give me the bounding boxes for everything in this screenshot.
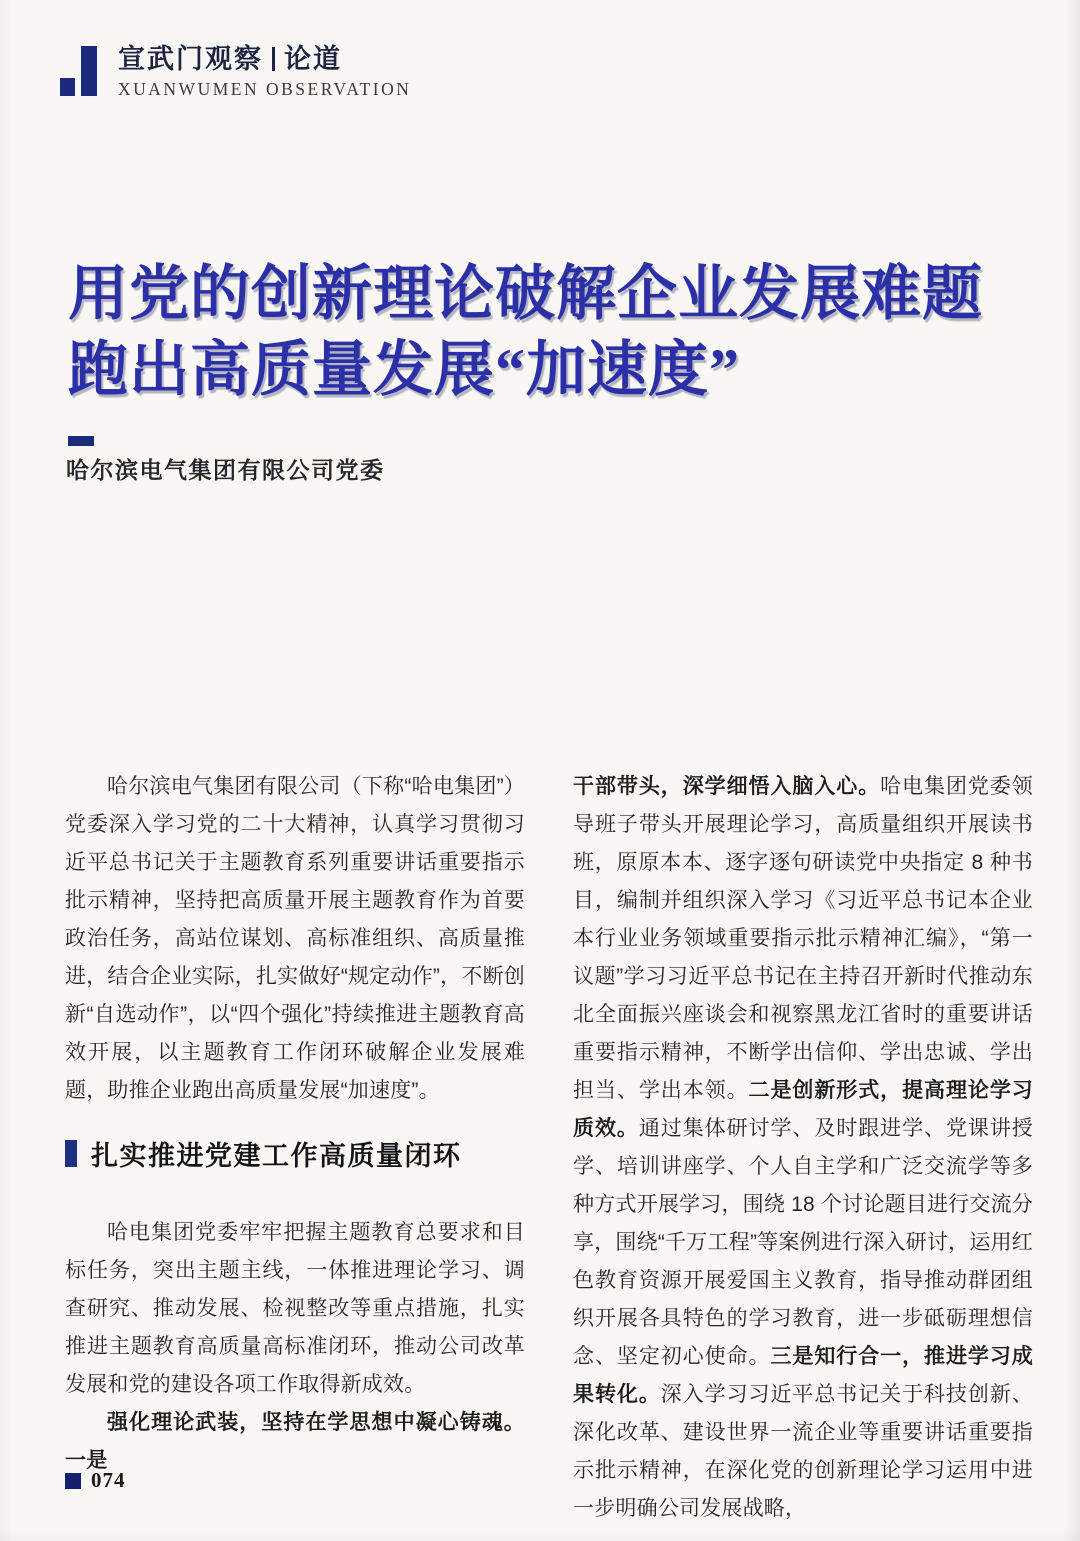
brand-logo-icon — [60, 44, 98, 98]
right-column — [573, 768, 1033, 1528]
brand-name-cn: 宣武门观察 — [118, 44, 263, 74]
body-paragraph — [65, 1214, 525, 1404]
text-segment: 哈电集团党委牢牢把握主题教育总要求和目标任务，突出主题主线，一体推进理论学习、调查研究、推动发展、检视整改等重点措施，扎实推进主题教育高质量高标准闭环，推动公司改革发展和党的建设各项工作取得新成效。 — [65, 1221, 525, 1396]
heading-marker-icon — [65, 1140, 77, 1167]
bold-text-segment: 干部带头，深学细悟入脑入心。 — [573, 775, 881, 798]
left-rest-paragraphs — [65, 1214, 525, 1480]
page-footer — [65, 1468, 126, 1493]
bold-text-segment: 强化理论武装，坚持在学思想中凝心铸魂。一是 — [65, 1411, 525, 1472]
bold-text-segment: 三是知行合一，推进学习成果转化。 — [573, 1345, 1033, 1406]
brand-text — [118, 44, 411, 100]
body-paragraph — [65, 768, 525, 1110]
article-body — [65, 768, 1033, 1528]
brand-name-en: XUANWUMEN OBSERVATION — [118, 79, 412, 99]
article-title — [68, 256, 1028, 408]
body-paragraph — [65, 1404, 525, 1480]
header-brand — [60, 44, 411, 100]
left-column — [65, 768, 525, 1528]
author-byline: 哈尔滨电气集团有限公司党委 — [66, 457, 385, 483]
brand-chinese-row — [118, 44, 411, 74]
text-segment: 深入学习习近平总书记关于科技创新、深化改革、建设世界一流企业等重要讲话重要指示批示精神，在深化党的创新理论学习运用中进一步明确公司发展战略， — [573, 1383, 1033, 1520]
body-paragraph — [573, 768, 1033, 1528]
article-title-line2: 跑出高质量发展“加速度” — [68, 337, 740, 403]
text-segment: 哈电集团党委领导班子带头开展理论学习，高质量组织开展读书班，原原本本、逐字逐句研读党中央指定 8 种书目，编制并组织深入学习《习近平总书记本企业本行业业务领域重要指示批示精神汇编》，“第一议题”学习习近平总书记在主持召开新时代推动东北全面振兴座谈会和视察黑龙江省时的重要讲话重要指示精神，不断学出信仰、学出忠诚、学出担当、学出本领。 — [573, 775, 1033, 1102]
right-paragraphs — [573, 768, 1033, 1528]
author-dash — [68, 436, 94, 446]
brand-divider — [272, 47, 275, 71]
section-heading-text: 扎实推进党建工作高质量闭环 — [91, 1140, 462, 1171]
text-segment: 通过集体研讨学、及时跟进学、党课讲授学、培训讲座学、个人自主学和广泛交流学等多种方式开展学习，围绕 18 个讨论题目进行交流分享，围绕“千万工程”等案例进行深入研讨，运用红色教育资源开展爱国主义教育，指导推动群团组织开展各具特色的学习教育，进一步砥砺理想信念、坚定初心使命。 — [573, 1117, 1033, 1368]
page-number: 074 — [91, 1468, 126, 1492]
logo-square — [60, 78, 75, 96]
brand-section-cn: 论道 — [284, 44, 342, 74]
bold-text-segment: 二是创新形式，提高理论学习质效。 — [573, 1079, 1033, 1140]
logo-bar — [81, 46, 97, 96]
left-intro-paragraphs — [65, 768, 525, 1110]
article-title-line1: 用党的创新理论破解企业发展难题 — [68, 261, 983, 327]
text-segment: 哈尔滨电气集团有限公司（下称“哈电集团”）党委深入学习党的二十大精神，认真学习贯彻习近平总书记关于主题教育系列重要讲话重要指示批示精神，坚持把高质量开展主题教育作为首要政治任务，高站位谋划、高标准组织、高质量推进，结合企业实际，扎实做好“规定动作”，不断创新“自选动作”，以“四个强化”持续推进主题教育高效开展，以主题教育工作闭环破解企业发展难题，助推企业跑出高质量发展“加速度”。 — [65, 775, 525, 1102]
page-number-marker-icon — [65, 1473, 81, 1489]
section-heading — [65, 1136, 525, 1170]
